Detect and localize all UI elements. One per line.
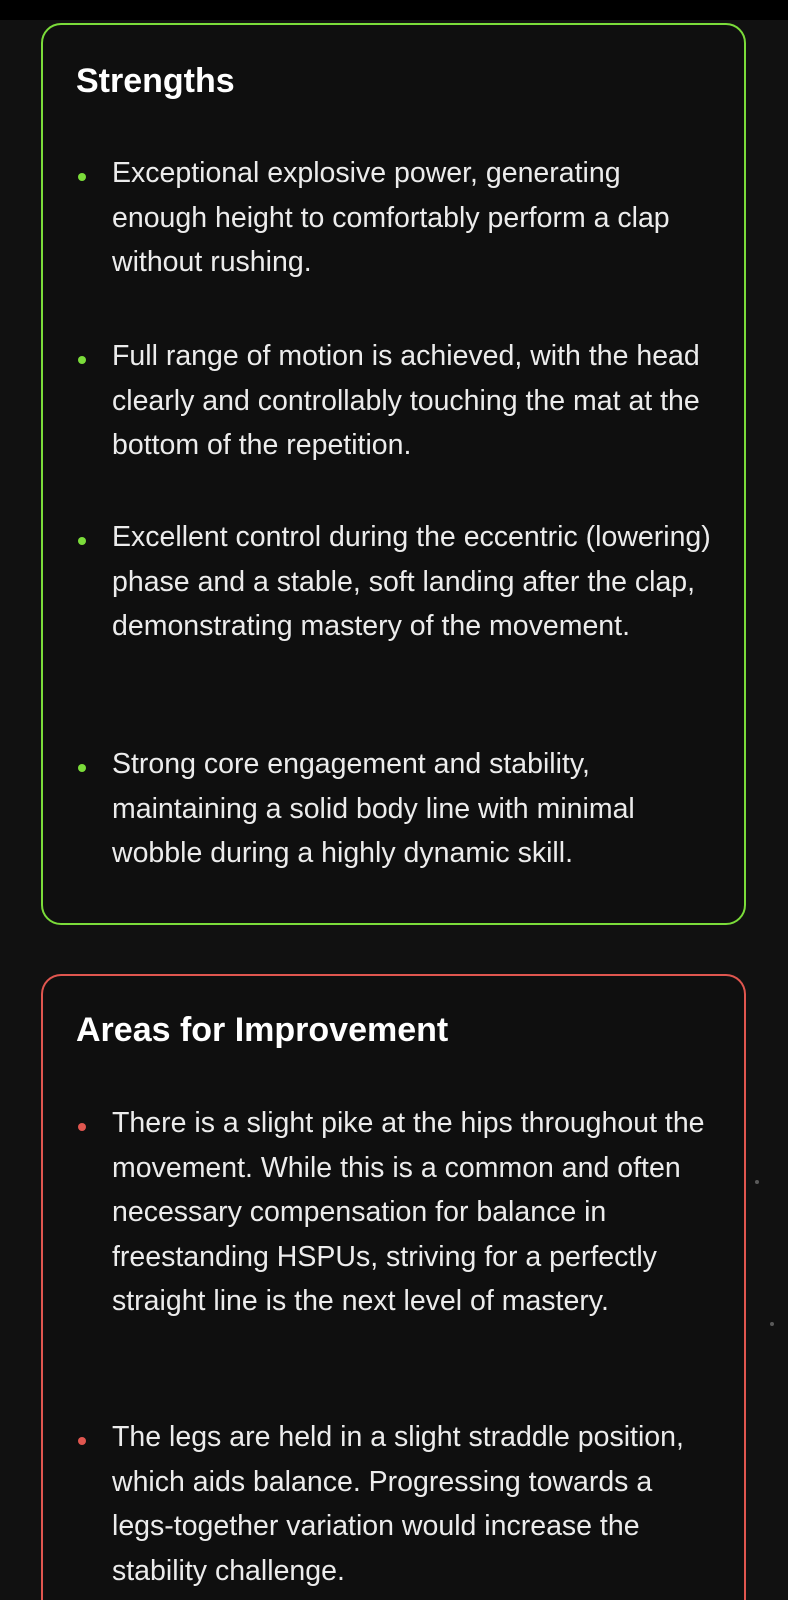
- decorative-speck: [770, 1322, 774, 1326]
- improvement-card: [41, 974, 746, 1600]
- improvement-title: Areas for Improvement: [76, 1011, 449, 1049]
- bullet-icon: [78, 1123, 86, 1131]
- improvement-text: There is a slight pike at the hips throughout the movement. While this is a common and often necessary compensation for balance in freestanding HSPUs, striving for a perfectly straight line is the next level of mastery.: [112, 1107, 705, 1317]
- status-bar: [0, 0, 788, 20]
- bullet-icon: [78, 537, 86, 545]
- strength-text: Strong core engagement and stability, maintaining a solid body line with minimal wobble during a highly dynamic skill.: [112, 748, 635, 869]
- strengths-title: Strengths: [76, 62, 235, 100]
- bullet-icon: [78, 1437, 86, 1445]
- strength-text: Full range of motion is achieved, with the head clearly and controllably touching the mat at the bottom of the repetition.: [112, 340, 700, 461]
- bullet-icon: [78, 356, 86, 364]
- strength-text: Exceptional explosive power, generating enough height to comfortably perform a clap without rushing.: [112, 157, 670, 278]
- strengths-card: [41, 23, 746, 925]
- decorative-speck: [755, 1180, 759, 1184]
- strength-text: Excellent control during the eccentric (lowering) phase and a stable, soft landing after the clap, demonstrating mastery of the movement.: [112, 521, 711, 642]
- bullet-icon: [78, 173, 86, 181]
- bullet-icon: [78, 764, 86, 772]
- improvement-text: The legs are held in a slight straddle position, which aids balance. Progressing towards a legs-together variation would increase the stability challenge.: [112, 1421, 684, 1587]
